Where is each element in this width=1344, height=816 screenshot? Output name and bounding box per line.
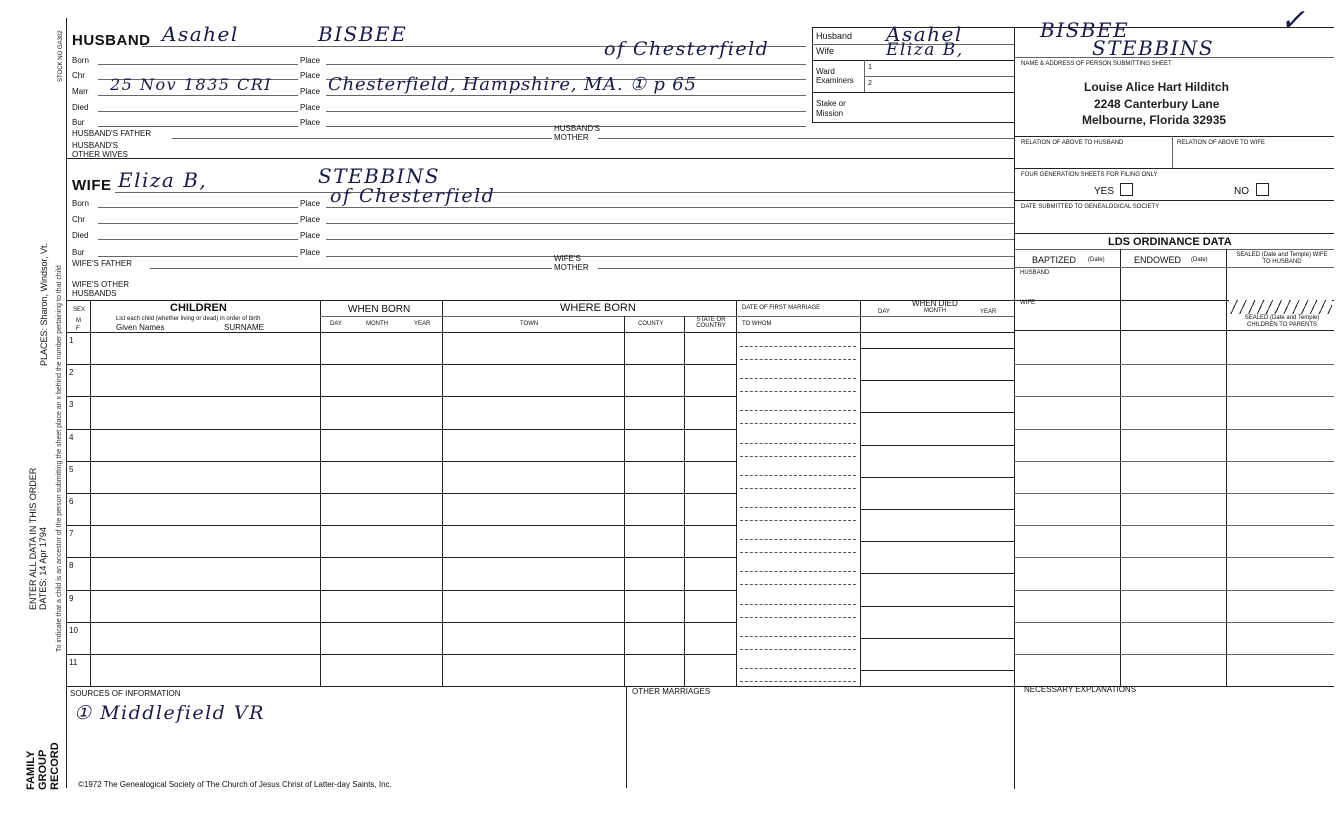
lds-row-line <box>1014 525 1334 526</box>
dates-example: DATES: 14 Apr 1794 <box>38 527 48 610</box>
other-marriages-label: OTHER MARRIAGES <box>632 687 711 696</box>
county-label: COUNTY <box>638 321 664 327</box>
where-born-label: WHERE BORN <box>560 302 636 314</box>
died-row-line <box>860 541 1014 542</box>
wife-chr-label: Chr <box>72 215 85 224</box>
marriage-subline <box>736 316 860 317</box>
husband-born-place-note: of Chesterfield <box>604 38 770 60</box>
form-title-record: RECORD <box>49 742 61 790</box>
marriage-date-dash <box>740 443 856 444</box>
form-title-group: GROUP <box>37 749 49 790</box>
child-row-number: 4 <box>69 433 74 442</box>
wifes-mother-label: WIFE'S MOTHER <box>554 254 589 272</box>
to-whom-dash <box>740 617 856 618</box>
mf-label: M F <box>76 318 81 332</box>
wifes-father-label: WIFE'S FATHER <box>72 259 133 268</box>
to-whom-label: TO WHOM <box>742 321 772 327</box>
relation-bottom <box>1014 168 1334 169</box>
ancestor-instruction: To indicate that a child is an ancestor of the person submitting the sheet place an x behind the number pertaining to that child <box>56 265 63 652</box>
places-example: PLACES: Sharon, Windsor, Vt. <box>39 242 49 366</box>
marriage-date-dash <box>740 346 856 347</box>
marriage-date-dash <box>740 475 856 476</box>
child-row-number: 8 <box>69 561 74 570</box>
wife-died-place-label: Place <box>300 231 321 240</box>
died-subline <box>860 316 1014 317</box>
husband-died-place-label: Place <box>300 103 321 112</box>
ward-label: Ward <box>816 67 835 76</box>
child-row-line <box>66 364 736 365</box>
lds-col-divider-2 <box>1226 249 1227 686</box>
husband-marr-date: 25 Nov 1835 CRI <box>110 75 273 94</box>
born-month-label: MONTH <box>366 321 388 327</box>
wife-chr-date-line <box>98 223 298 224</box>
surname-label: SURNAME <box>224 323 265 332</box>
to-whom-dash <box>740 488 856 489</box>
child-row-number: 5 <box>69 465 74 474</box>
child-row-number: 1 <box>69 336 74 345</box>
date-submitted-label: DATE SUBMITTED TO GENEALOGICAL SOCIETY <box>1021 204 1160 210</box>
when-died-label: WHEN DIED <box>912 299 958 308</box>
child-row-line <box>66 429 736 430</box>
child-row-line <box>66 493 736 494</box>
hatched-cell <box>1228 300 1332 314</box>
died-year-label: YEAR <box>980 309 997 315</box>
examiner-1: 1 <box>868 64 872 71</box>
children-label: CHILDREN <box>170 302 227 314</box>
date-submitted-bottom <box>1014 233 1334 234</box>
submitter-label: NAME & ADDRESS OF PERSON SUBMITTING SHEET <box>1021 61 1172 67</box>
wife-bur-place-label: Place <box>300 248 321 257</box>
husbands-mother-line <box>598 138 1014 139</box>
lds-row-line <box>1014 364 1334 365</box>
baptized-label: BAPTIZED <box>1032 255 1077 265</box>
wife-surname: STEBBINS <box>318 164 441 188</box>
first-marriage-label: DATE OF FIRST MARRIAGE <box>742 305 821 311</box>
to-whom-dash <box>740 649 856 650</box>
lds-row-line <box>1014 590 1334 591</box>
check-mark: ✓ <box>1280 3 1307 38</box>
died-row-line <box>860 670 1014 671</box>
wife-bur-label: Bur <box>72 248 85 257</box>
relation-wife-label: RELATION OF ABOVE TO WIFE <box>1177 140 1266 146</box>
submitter-street: 2248 Canterbury Lane <box>1094 97 1220 111</box>
marriage-date-dash <box>740 668 856 669</box>
died-day-label: DAY <box>878 309 890 315</box>
examiners-label: Examiners <box>816 76 854 85</box>
husband-died-place-line <box>326 111 806 112</box>
yes-label: YES <box>1094 186 1115 197</box>
top-wife-value: Eliza B, <box>886 40 964 60</box>
children-note: List each child (whether living or dead) in order of birth <box>116 316 261 322</box>
wife-section-bottom <box>66 300 1334 301</box>
child-row-line <box>66 461 736 462</box>
four-gen-label: FOUR GENERATION SHEETS FOR FILING ONLY <box>1021 172 1158 178</box>
lds-row-line <box>1014 461 1334 462</box>
lds-wife-bottom <box>1014 330 1334 331</box>
lds-wife-row: WIFE <box>1020 300 1035 306</box>
stock-number: STOCK NO GA302 <box>58 30 64 82</box>
husband-given-name: Asahel <box>162 22 239 46</box>
lds-row-line <box>1014 396 1334 397</box>
husband-bur-label: Bur <box>72 118 85 127</box>
lds-title: LDS ORDINANCE DATA <box>1108 236 1232 248</box>
relation-divider <box>1172 136 1173 168</box>
child-row-line <box>66 654 736 655</box>
born-day-label: DAY <box>330 321 342 327</box>
submitter-city: Melbourne, Florida 32935 <box>1082 113 1227 127</box>
husband-bur-date-line <box>98 126 298 127</box>
wife-born-date-line <box>98 207 298 208</box>
husband-died-date-line <box>98 111 298 112</box>
wife-born-place: of Chesterfield <box>330 185 496 207</box>
marriage-date-dash <box>740 604 856 605</box>
children-header-bottom <box>66 332 1014 333</box>
husbands-mother-label: HUSBAND'S MOTHER <box>554 124 600 142</box>
to-whom-dash <box>740 584 856 585</box>
copyright-text: ©1972 The Genealogical Society of The Church of Jesus Christ of Latter-day Saints, Inc. <box>78 780 392 789</box>
child-row-number: 9 <box>69 594 74 603</box>
examiner-line-1 <box>864 76 1014 77</box>
town-label: TOWN <box>520 321 539 327</box>
wife-chr-place-label: Place <box>300 215 321 224</box>
lds-col-divider-1 <box>1120 249 1121 686</box>
to-whom-dash <box>740 456 856 457</box>
wife-chr-place-line <box>326 223 1014 224</box>
died-month-label: MONTH <box>924 308 946 314</box>
died-row-line <box>860 445 1014 446</box>
lds-row-line <box>1014 622 1334 623</box>
died-row-line <box>860 412 1014 413</box>
wife-bur-date-line <box>98 256 298 257</box>
sealed-wife-label: SEALED (Date and Temple) WIFE TO HUSBAND <box>1236 252 1328 265</box>
lds-row-line <box>1014 493 1334 494</box>
sources-divider <box>626 686 627 788</box>
husband-marr-place-label: Place <box>300 87 321 96</box>
top-wife-line <box>1014 57 1334 58</box>
relation-husband-label: RELATION OF ABOVE TO HUSBAND <box>1021 140 1124 146</box>
lds-row-line <box>1014 557 1334 558</box>
died-row-line <box>860 509 1014 510</box>
to-whom-dash <box>740 391 856 392</box>
wife-died-label: Died <box>72 231 89 240</box>
lds-title-bottom <box>1014 249 1334 250</box>
husband-section-bottom <box>66 158 1014 159</box>
child-row-number: 11 <box>69 658 78 667</box>
husband-marr-place-line <box>326 95 806 96</box>
died-row-line <box>860 573 1014 574</box>
child-row-number: 10 <box>69 626 78 635</box>
endowed-label: ENDOWED <box>1134 255 1181 265</box>
child-row-number: 7 <box>69 529 74 538</box>
wife-born-label: Born <box>72 199 89 208</box>
marriage-date-dash <box>740 571 856 572</box>
top-husband-value: Asahel <box>886 22 963 46</box>
wifes-other-husbands-label: WIFE'S OTHER HUSBANDS <box>72 280 130 298</box>
to-whom-dash <box>740 552 856 553</box>
child-row-line <box>66 590 736 591</box>
top-wife-surname: STEBBINS <box>1092 36 1215 60</box>
examiner-2: 2 <box>868 80 872 87</box>
to-whom-dash <box>740 681 856 682</box>
husbands-other-wives-label: HUSBAND'S OTHER WIVES <box>72 141 129 159</box>
child-row-line <box>66 525 736 526</box>
sealed-children-label: SEALED (Date and Temple) CHILDREN TO PARENTS <box>1244 315 1320 328</box>
yes-checkbox[interactable] <box>1120 183 1133 196</box>
child-row-line <box>66 622 736 623</box>
wife-given-name: Eliza B, <box>118 168 208 192</box>
county-col-divider <box>684 316 685 686</box>
wife-died-place-line <box>326 239 1014 240</box>
given-names-label: Given Names <box>116 323 165 332</box>
child-row-line <box>66 396 736 397</box>
four-gen-bottom <box>1014 200 1334 201</box>
to-whom-dash <box>740 520 856 521</box>
sources-value: ① Middlefield VR <box>74 702 265 724</box>
endowed-date-label: (Date) <box>1191 257 1208 263</box>
enter-order-text: ENTER ALL DATA IN THIS ORDER <box>28 467 38 610</box>
child-row-number: 6 <box>69 497 74 506</box>
husband-marr-date-line <box>98 95 298 96</box>
died-row-line <box>860 606 1014 607</box>
wife-born-place-line <box>326 207 1014 208</box>
husband-chr-label: Chr <box>72 71 85 80</box>
husband-marr-place: Chesterfield, Hampshire, MA. ① p 65 <box>328 74 697 95</box>
child-row-line <box>66 557 736 558</box>
husbands-father-line <box>172 138 552 139</box>
lds-row-line <box>1014 654 1334 655</box>
husband-born-date-line <box>98 64 298 65</box>
marriage-date-dash <box>740 507 856 508</box>
husband-heading: HUSBAND <box>72 32 151 49</box>
wife-heading: WIFE <box>72 177 112 194</box>
wife-bur-place-line <box>326 256 1014 257</box>
wife-died-date-line <box>98 239 298 240</box>
husband-born-label: Born <box>72 56 89 65</box>
top-right-left-border <box>812 27 813 122</box>
husband-born-place-label: Place <box>300 56 321 65</box>
wifes-mother-line <box>598 268 1014 269</box>
explanations-label: NECESSARY EXPLANATIONS <box>1024 685 1137 694</box>
when-born-subline <box>320 316 442 317</box>
no-checkbox[interactable] <box>1256 183 1269 196</box>
wife-born-place-label: Place <box>300 199 321 208</box>
sources-label: SOURCES OF INFORMATION <box>70 689 181 698</box>
state-col-divider <box>736 300 737 686</box>
top-husband-surname: BISBEE <box>1040 18 1130 42</box>
husband-surname: BISBEE <box>318 22 408 46</box>
husband-marr-label: Marr <box>72 87 89 96</box>
died-row-line <box>860 348 1014 349</box>
top-husband-label: Husband <box>816 31 853 41</box>
examiner-line-2 <box>812 92 1014 93</box>
marriage-col-divider <box>860 300 861 686</box>
lds-header-bottom <box>1014 267 1334 268</box>
submitter-name: Louise Alice Hart Hilditch <box>1084 80 1229 94</box>
baptized-date-label: (Date) <box>1088 257 1105 263</box>
marriage-date-dash <box>740 410 856 411</box>
marriage-date-dash <box>740 378 856 379</box>
to-whom-dash <box>740 359 856 360</box>
when-born-label: WHEN BORN <box>348 304 411 315</box>
no-label: NO <box>1234 186 1249 197</box>
stake-label: Stake or Mission <box>816 99 846 118</box>
town-col-divider <box>624 316 625 686</box>
husband-chr-place-label: Place <box>300 71 321 80</box>
died-row-line <box>860 638 1014 639</box>
form-title-family: FAMILY <box>25 750 37 790</box>
husband-died-label: Died <box>72 103 89 112</box>
sex-label: SEX <box>73 307 86 313</box>
right-panel-border <box>1014 27 1015 789</box>
marriage-date-dash <box>740 636 856 637</box>
left-border <box>66 18 67 788</box>
died-row-line <box>860 380 1014 381</box>
stake-bottom <box>812 122 1014 123</box>
husband-born-place-line <box>326 64 806 65</box>
state-label: STATE OR COUNTRY <box>696 317 726 329</box>
wife-name-line <box>115 192 1014 193</box>
died-row-line <box>860 477 1014 478</box>
born-year-label: YEAR <box>414 321 431 327</box>
marriage-date-dash <box>740 539 856 540</box>
husband-bur-place-label: Place <box>300 118 321 127</box>
top-wife-bottom <box>812 60 1014 61</box>
husbands-father-label: HUSBAND'S FATHER <box>72 129 152 138</box>
child-row-number: 2 <box>69 368 74 377</box>
top-wife-label: Wife <box>816 46 834 56</box>
wifes-father-line <box>150 268 552 269</box>
lds-row-line <box>1014 429 1334 430</box>
lds-husband-row: HUSBAND <box>1020 270 1050 276</box>
child-row-number: 3 <box>69 400 74 409</box>
submitter-bottom <box>1014 136 1334 137</box>
to-whom-dash <box>740 423 856 424</box>
